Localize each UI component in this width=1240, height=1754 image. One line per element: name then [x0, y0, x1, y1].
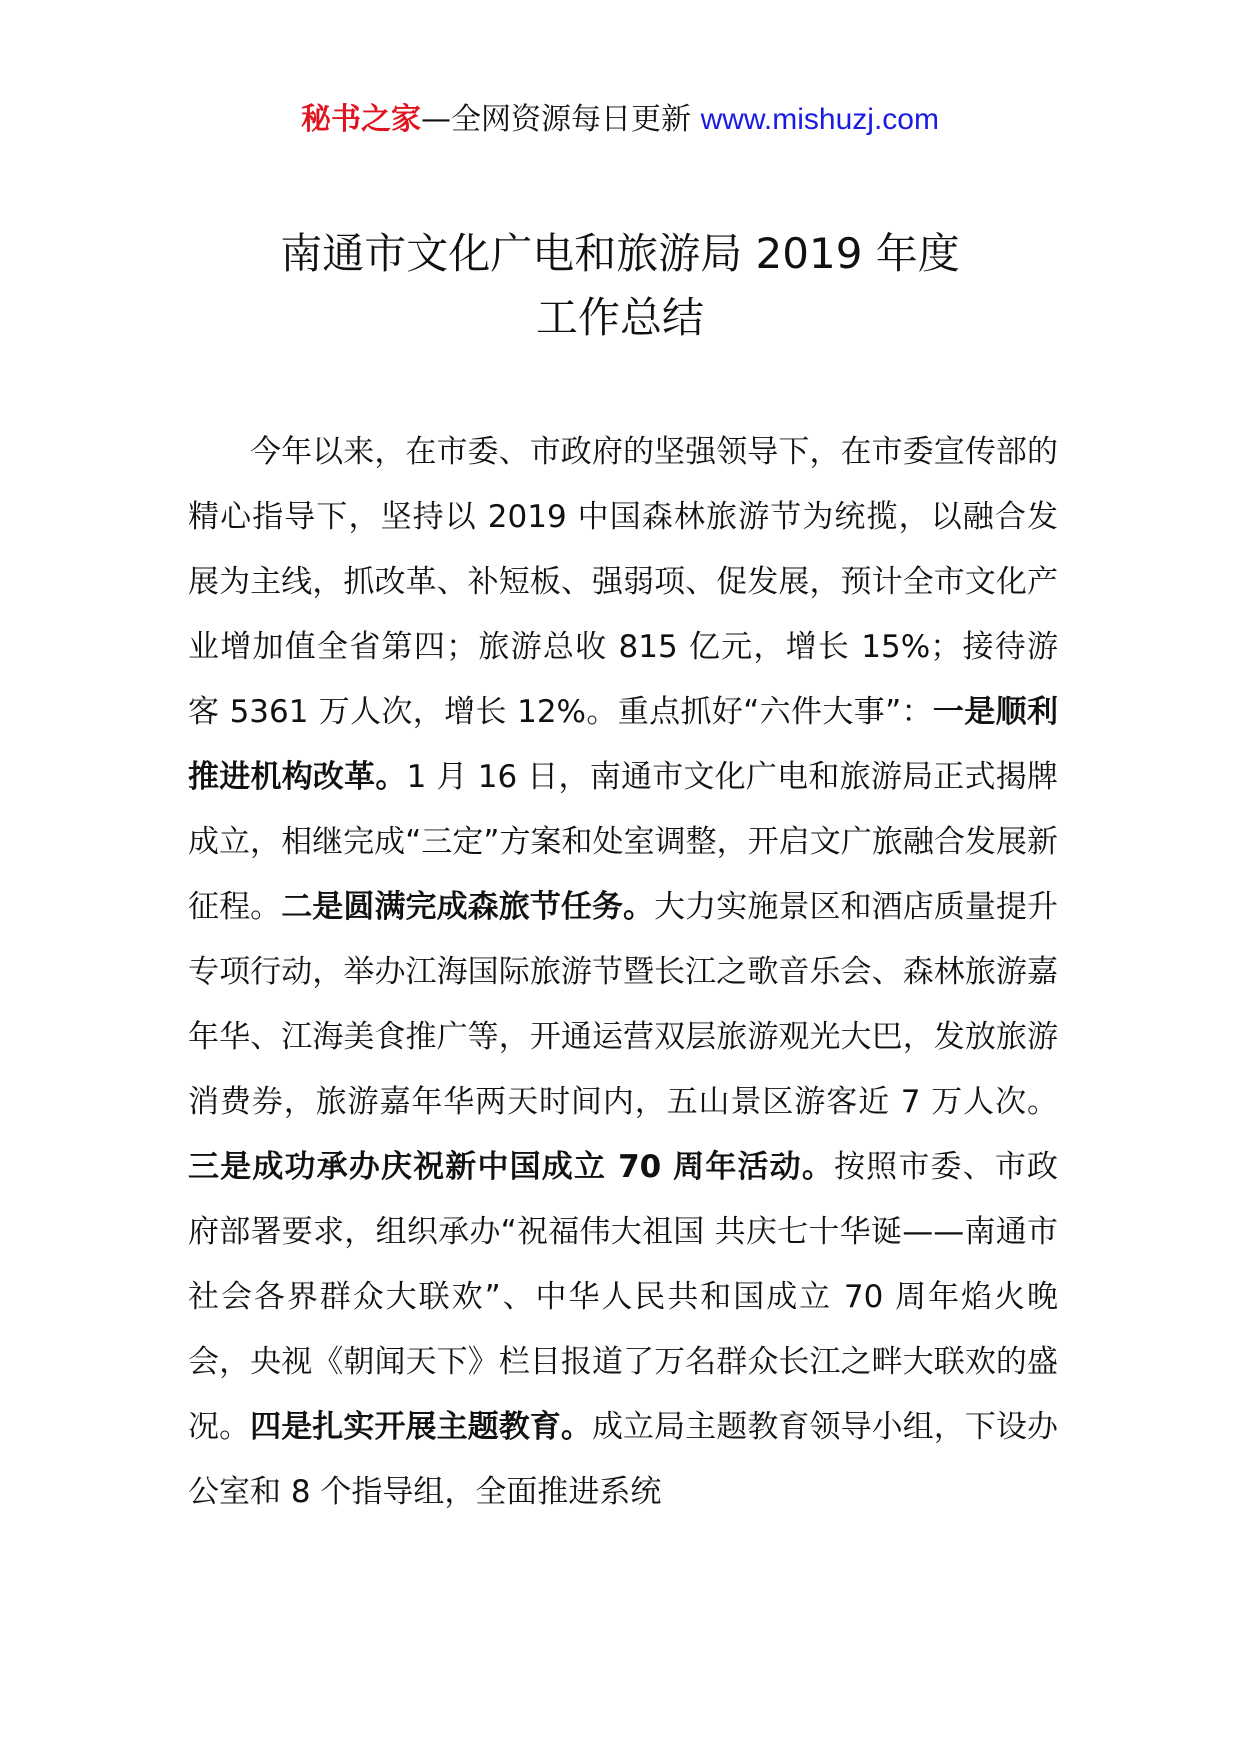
title-line-2: 工作总结: [535, 293, 704, 342]
paragraph-text-1: 今年以来，在市委、市政府的坚强领导下，在市委宣传部的精心指导下，坚持以 2019 中国森林旅游节为统揽，以融合发展为主线，抓改革、补短板、强弱项、促发展，预计全市文化产业增加值全省第四；旅游总收 815 亿元，增长 15%；接待游客 5361 万人次，增长 12%。重点抓好“六件大事”：: [188, 434, 1058, 730]
site-url-link[interactable]: www.mishuzj.com: [700, 103, 939, 136]
paragraph-text-2: 1 月 16 日，南通市文化广电和旅游局正式揭牌成立，相继完成“三定”方案和处室调整，开启文广旅融合发展新征程。: [188, 759, 1058, 925]
site-header: [0, 100, 1240, 140]
highlight-reform: 一是顺利推进机构改革。: [188, 694, 1059, 795]
paragraph-text-4: 按照市委、市政府部署要求，组织承办“祝福伟大祖国 共庆七十华诞——南通市社会各界群众大联欢”、中华人民共和国成立 70 周年焰火晚会，央视《朝闻天下》栏目报道了万名群众长江之畔大联欢的盛况。: [188, 1149, 1058, 1445]
title-line-1: 南通市文化广电和旅游局 2019 年度: [280, 229, 960, 278]
highlight-70th-anniversary: 三是成功承办庆祝新中国成立 70 周年活动。: [188, 1149, 835, 1185]
paragraph-text-5: 成立局主题教育领导小组，下设办公室和 8 个指导组，全面推进系统: [188, 1409, 1059, 1510]
header-slogan: —全网资源每日更新: [421, 102, 692, 137]
paragraph-text-3: 大力实施景区和酒店质量提升专项行动，举办江海国际旅游节暨长江之歌音乐会、森林旅游嘉年华、江海美食推广等，开通运营双层旅游观光大巴，发放旅游消费券，旅游嘉年华两天时间内，五山景区游客近 7 万人次。: [188, 889, 1059, 1120]
highlight-theme-education: 四是扎实开展主题教育。: [250, 1409, 592, 1445]
brand-name: 秘书之家: [301, 102, 422, 137]
document-title: [0, 222, 1240, 350]
highlight-forest-festival: 二是圆满完成森旅节任务。: [281, 889, 655, 925]
body-paragraph: [188, 420, 1058, 1525]
